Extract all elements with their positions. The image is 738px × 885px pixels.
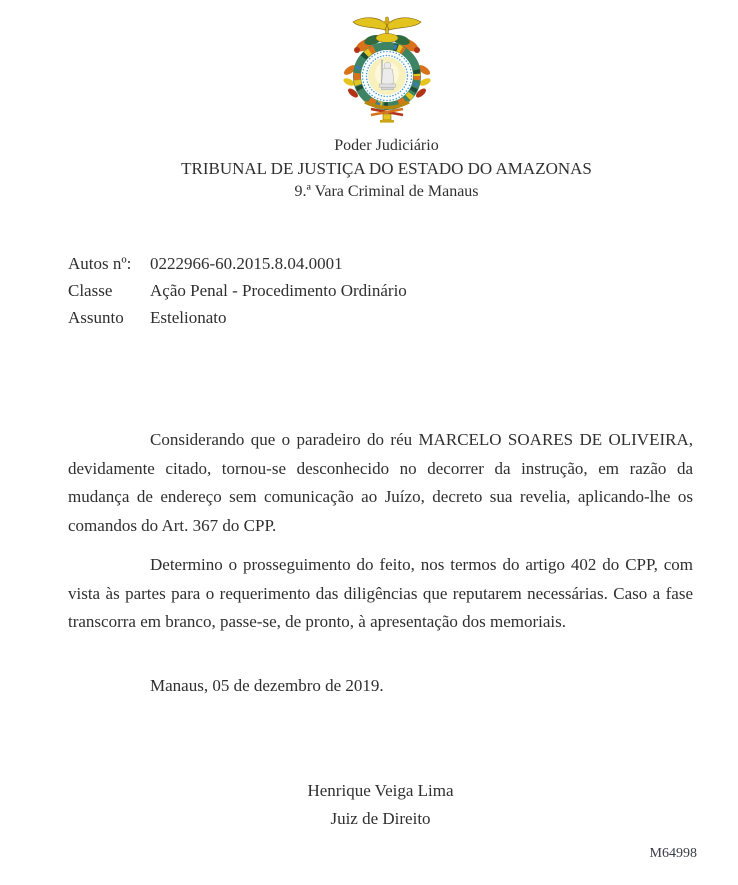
- judge-name: Henrique Veiga Lima: [307, 781, 454, 800]
- document-code: M64998: [649, 846, 697, 861]
- date-line: Manaus, 05 de dezembro de 2019.: [150, 676, 384, 695]
- header-tribunal-name: TRIBUNAL DE JUSTIÇA DO ESTADO DO AMAZONAS: [181, 159, 592, 178]
- autos-number: 0222966-60.2015.8.04.0001: [150, 254, 343, 273]
- document-header: [74, 134, 699, 203]
- autos-label: Autos nº:: [68, 254, 132, 273]
- tjam-coat-of-arms-icon: [343, 14, 431, 126]
- case-row-assunto: [68, 304, 693, 331]
- assunto-label: Assunto: [68, 308, 124, 327]
- header-vara-name: 9.ª Vara Criminal de Manaus: [294, 183, 479, 200]
- judge-title: Juiz de Direito: [330, 809, 431, 828]
- case-info-block: [68, 250, 693, 331]
- paragraph-revelia-decree: Considerando que o paradeiro do réu MARCELO SOARES DE OLIVEIRA, devidamente citado, tornou-se desconhecido no decorrer da instrução, em razão da mudança de endereço sem comunicação ao Juízo, decreto sua revelia, aplicando-lhe os comandos do Art. 367 do CPP.: [68, 430, 693, 535]
- paragraph-prosseguimento: Determino o prosseguimento do feito, nos termos do artigo 402 do CPP, com vista às partes para o requerimento das diligências que reputarem necessárias. Caso a fase transcorra em branco, passe-se, de pronto, à apresentação dos memoriais.: [68, 555, 693, 631]
- classe-label: Classe: [68, 281, 113, 300]
- coat-of-arms: [74, 14, 699, 126]
- case-row-autos: [68, 250, 693, 277]
- header-poder-judiciario: Poder Judiciário: [334, 137, 439, 154]
- signature-block: [68, 777, 693, 833]
- classe-value: Ação Penal - Procedimento Ordinário: [150, 281, 407, 300]
- assunto-value: Estelionato: [150, 308, 227, 327]
- case-row-classe: [68, 277, 693, 304]
- document-page: [68, 0, 693, 885]
